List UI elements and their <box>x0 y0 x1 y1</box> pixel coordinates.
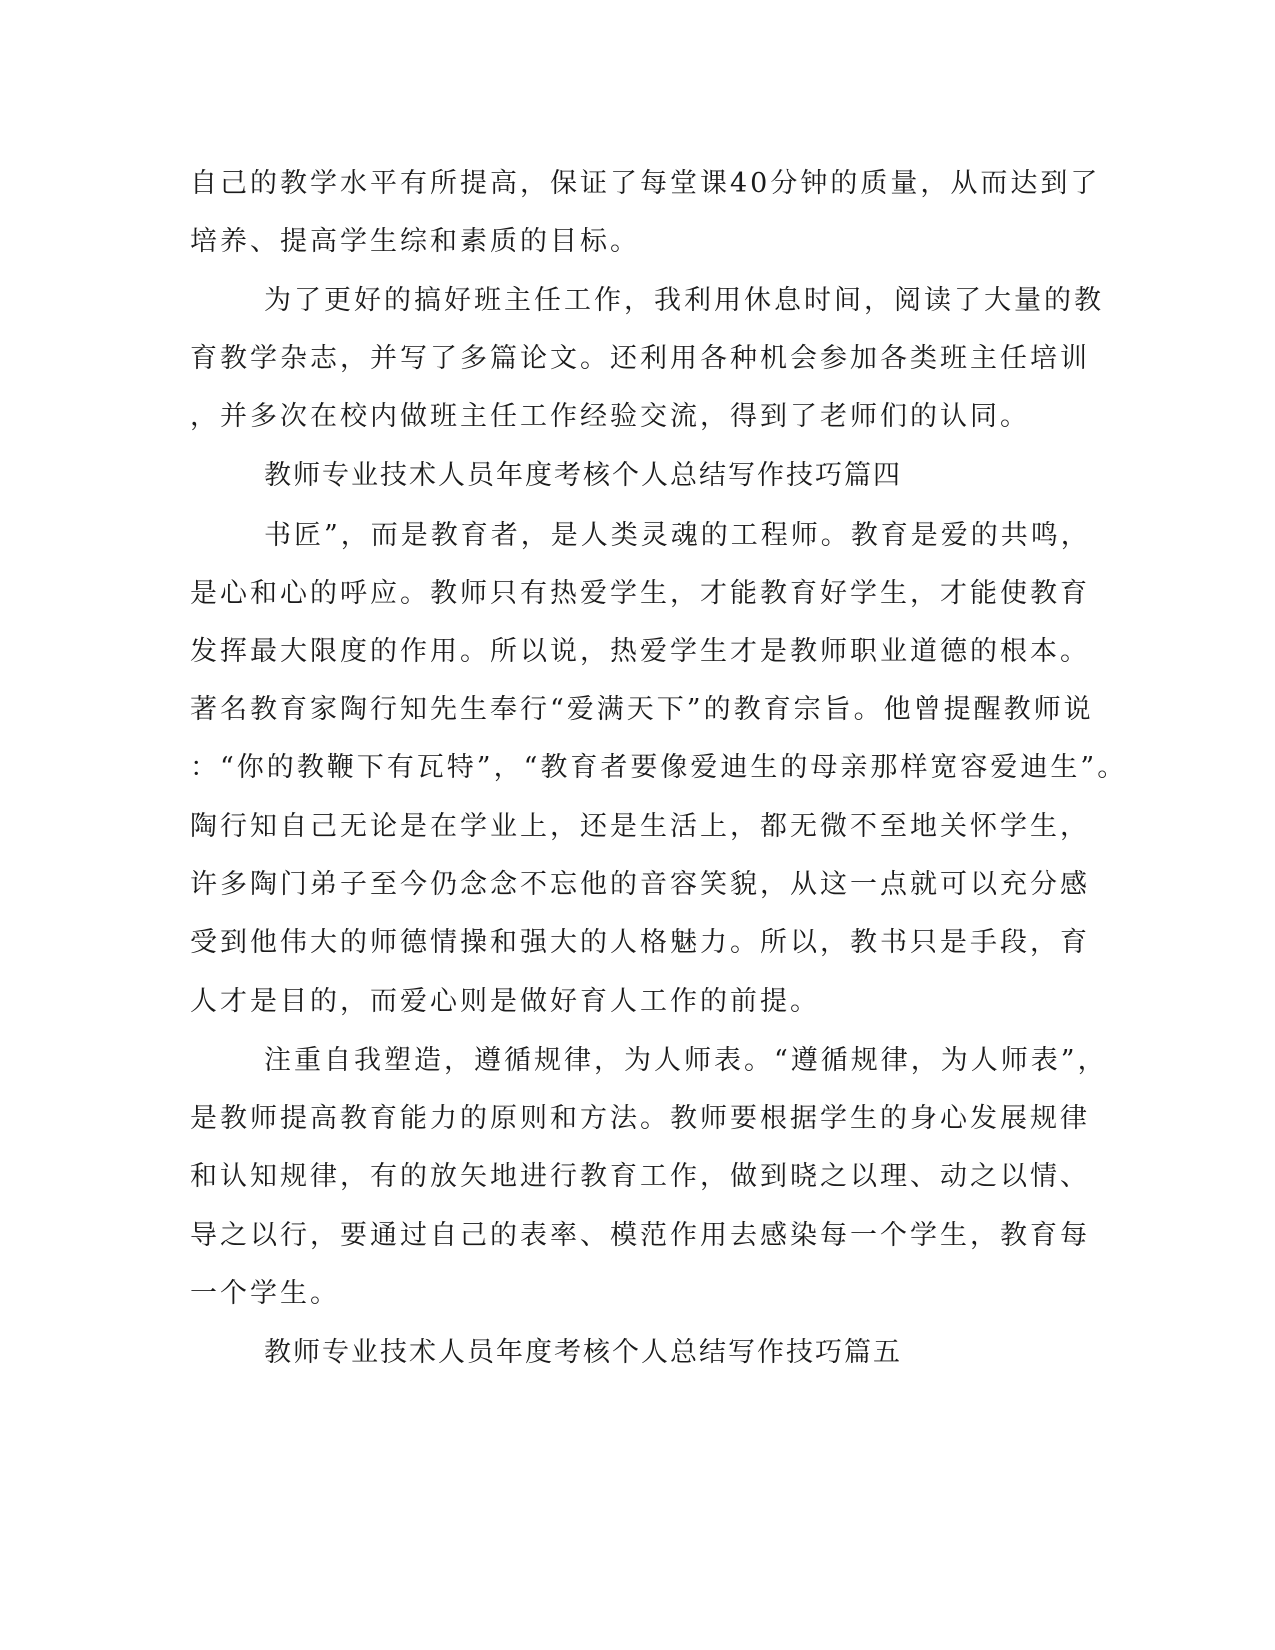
paragraph-line: 育教学杂志，并写了多篇论文。还利用各种机会参加各类班主任培训 <box>190 343 1090 374</box>
paragraph-line: ：“你的教鞭下有瓦特”，“教育者要像爱迪生的母亲那样宽容爱迪生”。 <box>190 752 1128 783</box>
paragraph-line: 人才是目的，而爱心则是做好育人工作的前提。 <box>190 986 820 1017</box>
paragraph-line: 培养、提高学生综和素质的目标。 <box>190 226 640 257</box>
paragraph-line: 发挥最大限度的作用。所以说，热爱学生才是教师职业道德的根本。 <box>190 636 1090 667</box>
paragraph-line: ，并多次在校内做班主任工作经验交流，得到了老师们的认同。 <box>190 401 1030 432</box>
paragraph-line: 自己的教学水平有所提高，保证了每堂课40分钟的质量，从而达到了 <box>190 168 1101 199</box>
paragraph-line: 许多陶门弟子至今仍念念不忘他的音容笑貌，从这一点就可以充分感 <box>190 869 1090 900</box>
paragraph-line: 注重自我塑造，遵循规律，为人师表。“遵循规律，为人师表”， <box>264 1045 1108 1076</box>
paragraph-line: 书匠”，而是教育者，是人类灵魂的工程师。教育是爱的共鸣， <box>264 520 1091 551</box>
paragraph-line: 陶行知自己无论是在学业上，还是生活上，都无微不至地关怀学生， <box>190 811 1090 842</box>
paragraph-line: 受到他伟大的师德情操和强大的人格魅力。所以，教书只是手段，育 <box>190 927 1090 958</box>
paragraph-line: 一个学生。 <box>190 1278 340 1309</box>
paragraph-line: 是教师提高教育能力的原则和方法。教师要根据学生的身心发展规律 <box>190 1103 1090 1134</box>
paragraph-line: 为了更好的搞好班主任工作，我利用休息时间，阅读了大量的教 <box>264 285 1104 316</box>
paragraph-line: 导之以行，要通过自己的表率、模范作用去感染每一个学生，教育每 <box>190 1220 1090 1251</box>
paragraph-line: 著名教育家陶行知先生奉行“爱满天下”的教育宗旨。他曾提醒教师说 <box>190 694 1094 725</box>
paragraph-line: 是心和心的呼应。教师只有热爱学生，才能教育好学生，才能使教育 <box>190 578 1090 609</box>
paragraph-line: 和认知规律，有的放矢地进行教育工作，做到晓之以理、动之以情、 <box>190 1161 1090 1192</box>
section-heading: 教师专业技术人员年度考核个人总结写作技巧篇五 <box>264 1337 902 1368</box>
section-heading: 教师专业技术人员年度考核个人总结写作技巧篇四 <box>264 460 902 491</box>
